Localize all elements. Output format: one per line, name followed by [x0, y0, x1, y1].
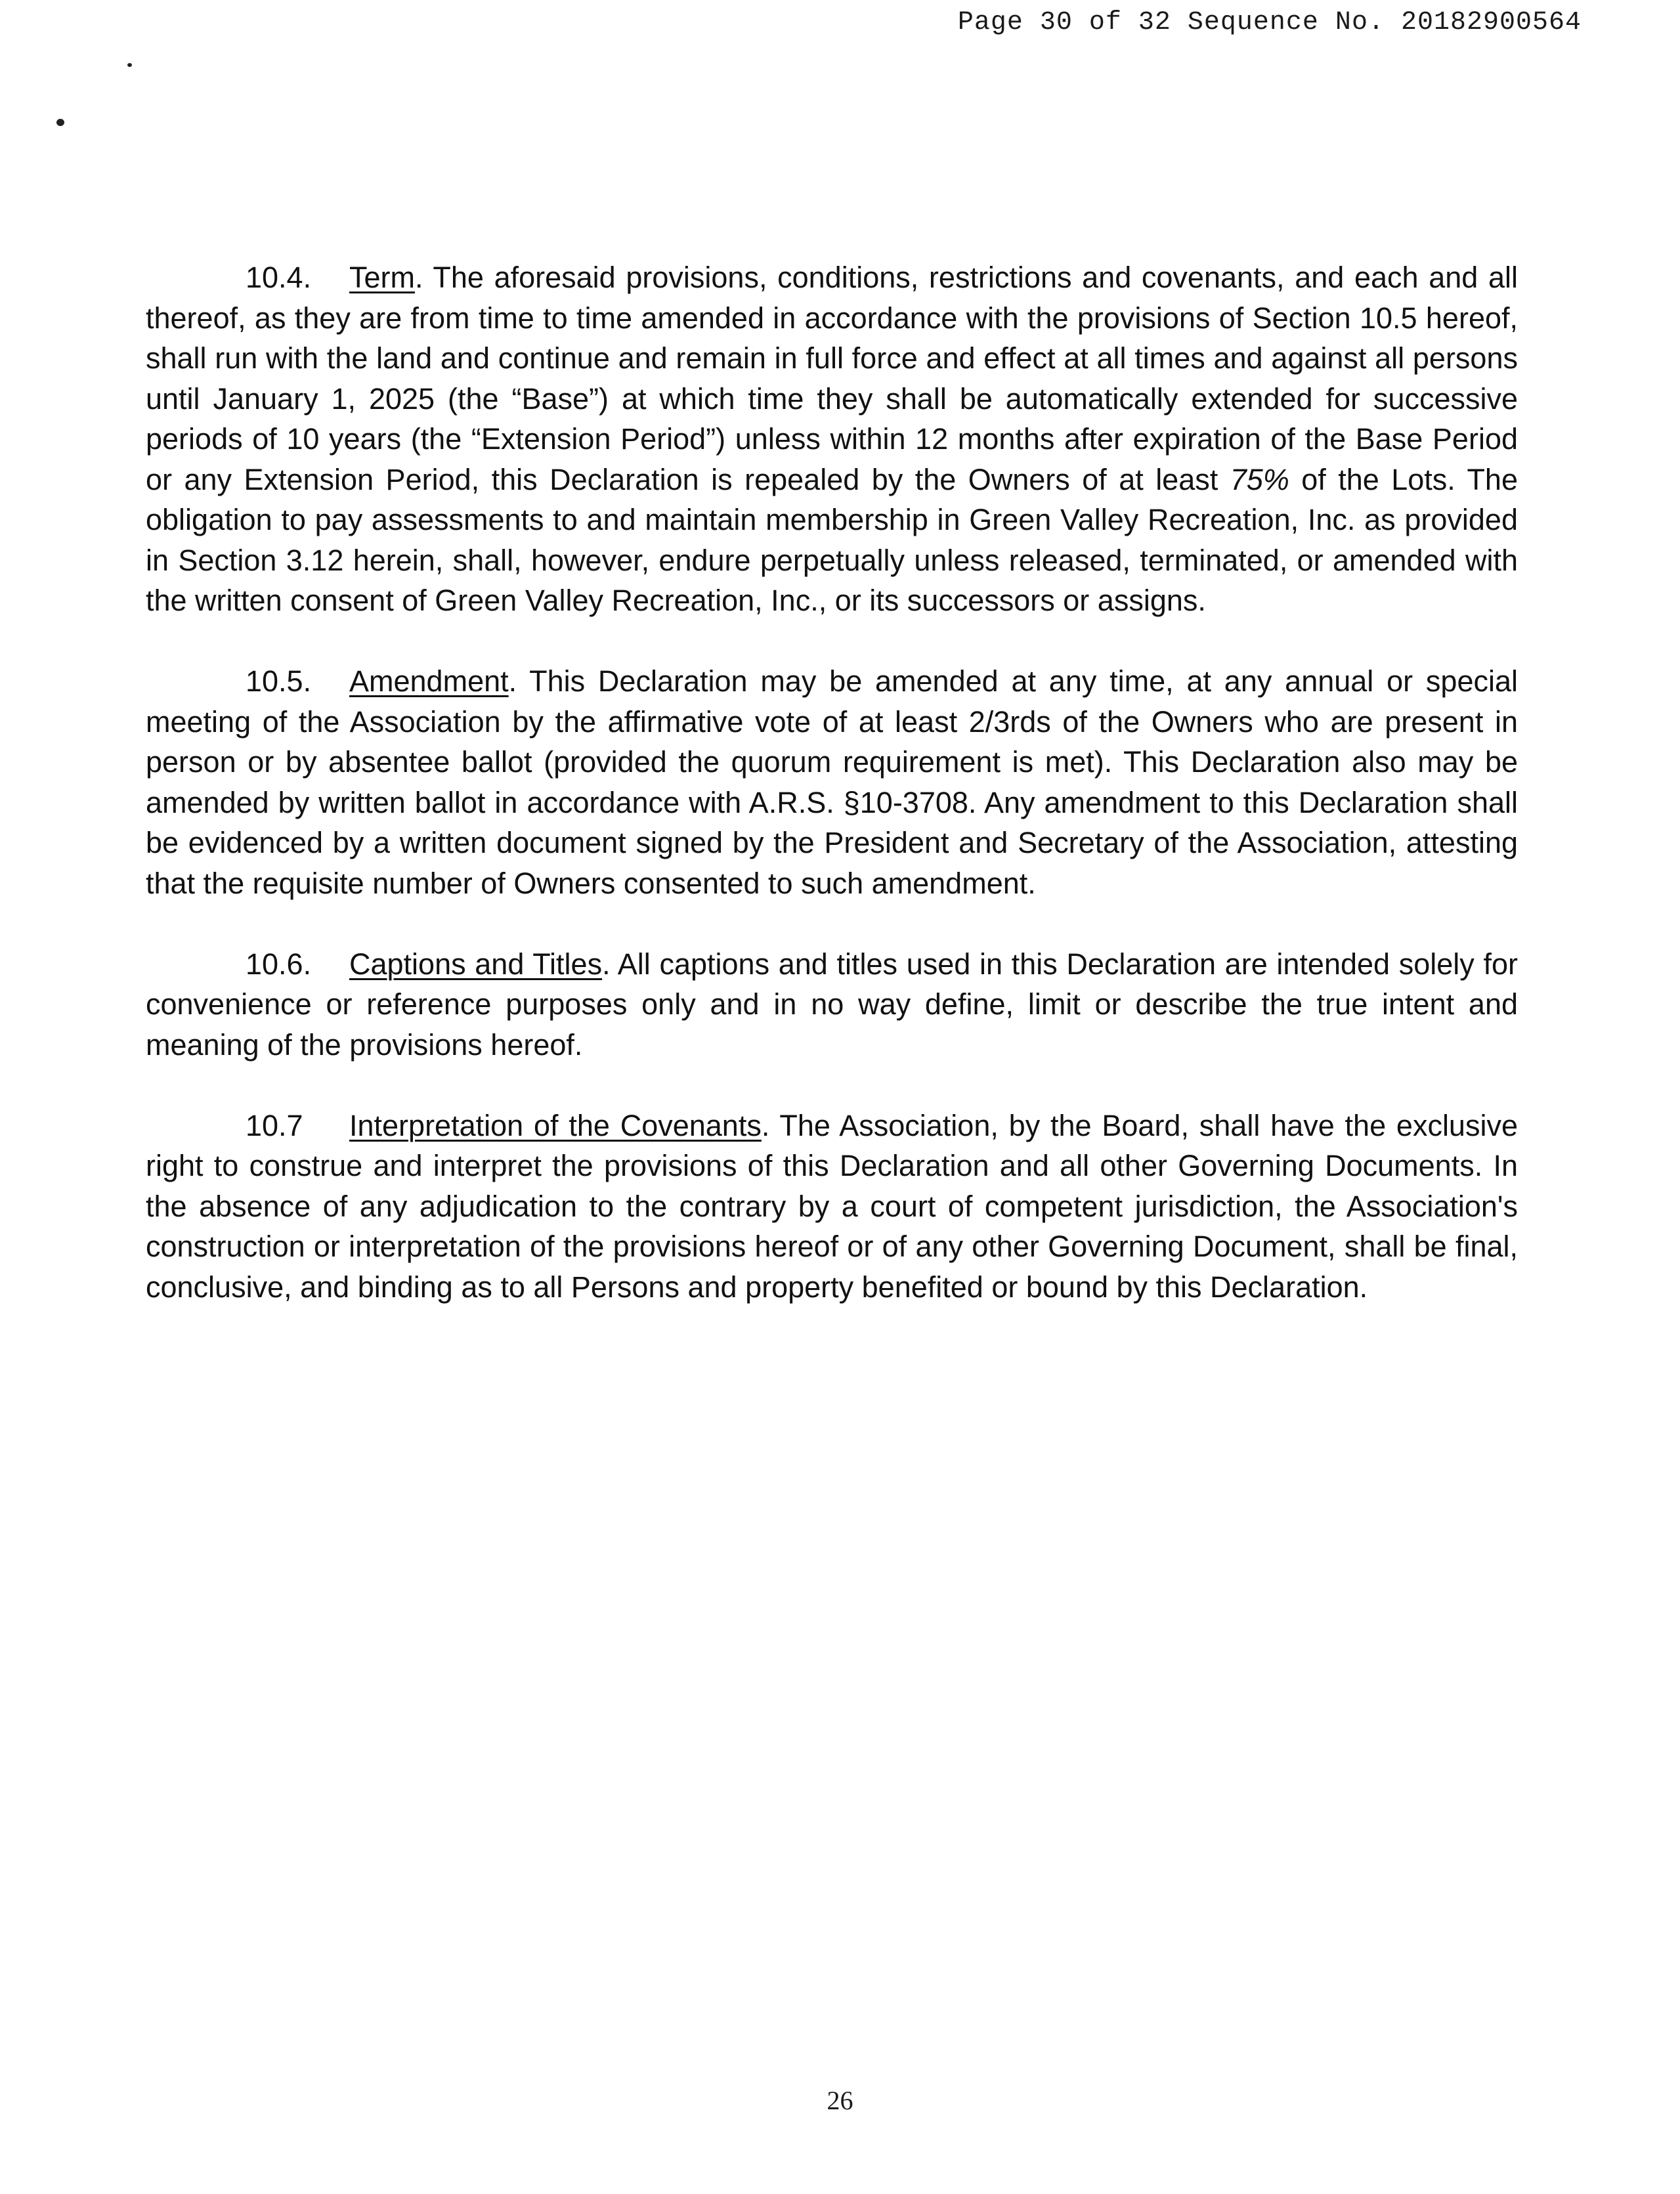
section-title: Amendment [349, 664, 509, 698]
section-10-7 [146, 1106, 1518, 1308]
section-title: Term [349, 261, 415, 294]
section-title: Captions and Titles [349, 947, 603, 981]
section-body: . The Association, by the Board, shall have the exclusive right to construe and interpret the provisions of this Declaration and all other Governing Documents. In the absence of any adjudication to the contrary by a court of competent jurisdiction, the Association's construction or interpretation of the provisions hereof or of any other Governing Document, shall be final, conclusive, and binding as to all Persons and property benefited or bound by this Declaration. [146, 1108, 1518, 1304]
page-number: 26 [827, 2086, 853, 2115]
section-body: . All captions and titles used in this Declaration are intended solely for convenience or reference purposes only and in no way define, limit or describe the true intent and meaning of the provisions hereof. [146, 947, 1518, 1062]
section-number: 10.5. [246, 664, 312, 698]
section-body: . The aforesaid provisions, conditions, restrictions and covenants, and each and all thereof, as they are from time to time amended in accordance with the provisions of Section 10.5 hereof, shall run with the land and continue and remain in full force and effect at all times and against all persons until January 1, 2025 (the “Base”) at which time they shall be automatically extended for successive periods of 10 years (the “Extension Period”) unless within 12 months after expiration of the Base Period or any Extension Period, this Declaration is repealed by the Owners of at least [146, 261, 1518, 496]
section-number: 10.7 [246, 1108, 303, 1142]
page-sequence-header: Page 30 of 32 Sequence No. 20182900564 [957, 8, 1582, 37]
document-body [146, 257, 1518, 1348]
section-title: Interpretation of the Covenants [349, 1108, 762, 1142]
scan-speck [127, 63, 132, 67]
section-10-4 [146, 257, 1518, 621]
section-emphasis: 75% [1230, 462, 1289, 496]
scan-speck [56, 119, 64, 126]
section-number: 10.6. [246, 947, 312, 981]
section-10-5 [146, 661, 1518, 903]
section-body: . This Declaration may be amended at any time, at any annual or special meeting of the Association by the affirmative vote of at least 2/3rds of the Owners who are present in person or by absentee ballot (provided the quorum requirement is met). This Declaration also may be amended by written ballot in accordance with A.R.S. §10-3708. Any amendment to this Declaration shall be evidenced by a written document signed by the President and Secretary of the Association, attesting that the requisite number of Owners consented to such amendment. [146, 664, 1518, 900]
section-number: 10.4. [246, 261, 312, 294]
section-10-6 [146, 944, 1518, 1065]
section-body-continued: of the Lots. The obligation to pay assessments to and maintain membership in Green Valley Recreation, Inc. as provided in Section 3.12 herein, shall, however, endure perpetually unless released, terminated, or amended with the written consent of Green Valley Recreation, Inc., or its successors or assigns. [146, 462, 1518, 617]
